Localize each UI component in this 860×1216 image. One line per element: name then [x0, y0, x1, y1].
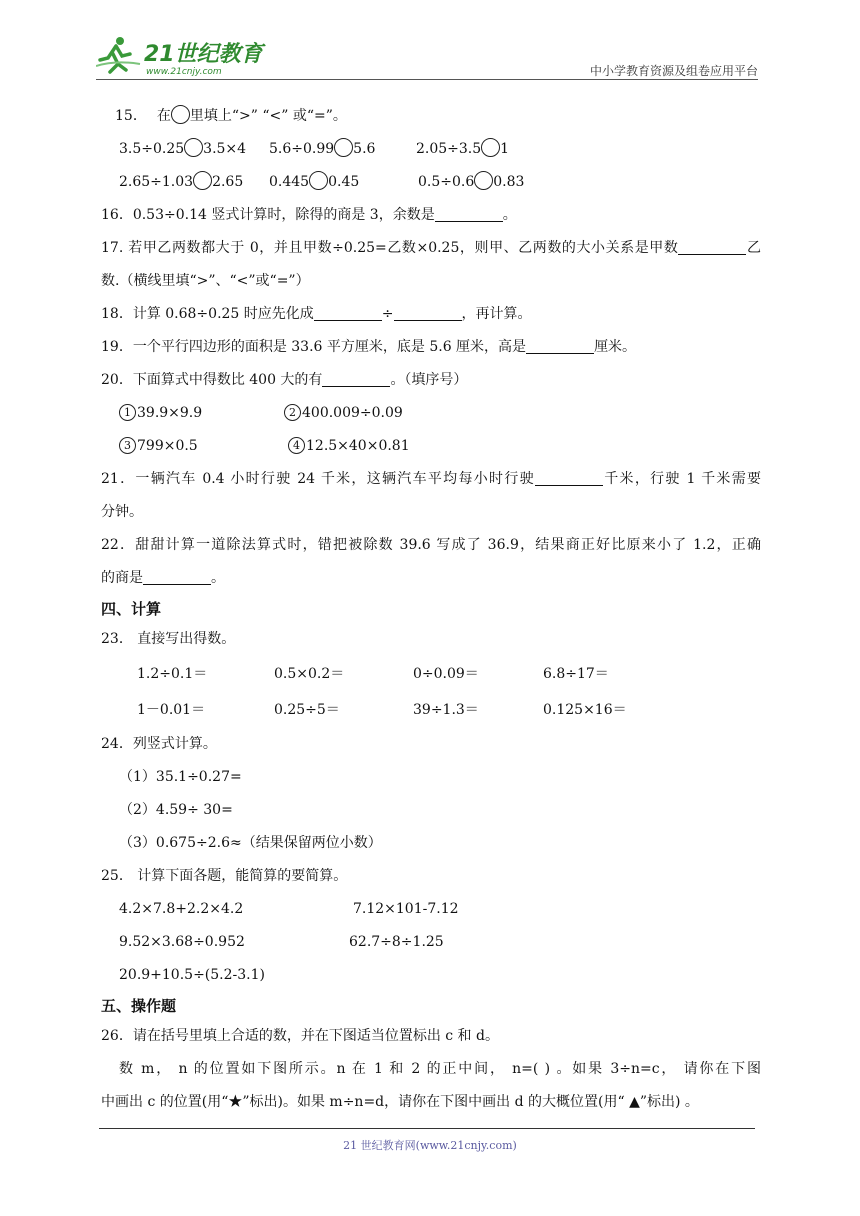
q26-line1: 数 m， n 的位置如下图所示。n 在 1 和 2 的正中间， n=( ) 。如果 3÷n=c， 请你在下图 — [119, 1061, 761, 1077]
compare-circle[interactable] — [481, 138, 500, 157]
option-1: 1 39.9×9.9 — [119, 397, 202, 430]
q23-row2: 1－0.01＝ 0.25÷5＝ 39÷1.3＝ 0.125×16＝ — [137, 702, 627, 718]
q25-row1: 4.2×7.8+2.2×4.2 7.12×101-7.12 — [119, 901, 459, 917]
q26-title: 26．请在括号里填上合适的数，并在下图适当位置标出 c 和 d。 — [101, 1028, 499, 1044]
q23-row1: 1.2÷0.1＝ 0.5×0.2＝ 0÷0.09＝ 6.8÷17＝ — [137, 666, 609, 682]
svg-text:21世纪教育: 21世纪教育 — [144, 42, 263, 67]
answer-blank[interactable] — [143, 568, 211, 585]
q26-line2: 中画出 c 的位置(用“★”标出)。如果 m÷n=d，请你在下图中画出 d 的大概位置(用“ ▲”标出) 。 — [101, 1094, 699, 1110]
q25-row3: 20.9+10.5÷(5.2-3.1) — [119, 967, 265, 983]
q20-options-row2 — [101, 430, 765, 463]
header-divider — [96, 79, 758, 80]
q17-line2: 数.（横线里填“>”、“<”或“=”） — [101, 273, 310, 289]
compare-circle[interactable] — [334, 138, 353, 157]
running-man-icon — [96, 37, 140, 72]
q24-item-2: （2）4.59÷ 30= — [119, 802, 233, 818]
svg-text:www.21cnjy.com: www.21cnjy.com — [146, 67, 222, 76]
q16: 16．0.53÷0.14 竖式计算时，除得的商是 3，余数是 。 — [101, 207, 517, 223]
answer-blank[interactable] — [322, 370, 390, 387]
q17-line1: 17. 若甲乙两数都大于 0，并且甲数÷0.25=乙数×0.25，则甲、乙两数的大小关系是甲数 乙 — [101, 240, 762, 256]
section-heading-5: 五、操作题 — [101, 997, 177, 1015]
q15-row1: 3.5÷0.25 3.5×4 5.6÷0.99 5.6 2.05÷3.5 1 — [101, 133, 765, 166]
compare-circle[interactable] — [193, 171, 212, 190]
q15-prompt: 15． 在 里填上“>” “<” 或“=”。 — [101, 100, 765, 133]
q24-item-1: （1）35.1÷0.27= — [119, 769, 242, 785]
compare-circle[interactable] — [474, 171, 493, 190]
option-3: 3 799×0.5 — [119, 430, 198, 463]
q22-line2: 的商是 。 — [101, 570, 225, 586]
q18: 18．计算 0.68÷0.25 时应先化成 ÷ ，再计算。 — [101, 306, 532, 322]
option-4: 4 12.5×40×0.81 — [288, 430, 410, 463]
compare-circle[interactable] — [171, 105, 190, 124]
q24-title: 24．列竖式计算。 — [101, 736, 217, 752]
q15-row2: 2.65÷1.03 2.65 0.445 0.45 0.5÷0.6 0.83 — [101, 166, 765, 199]
option-2: 2 400.009÷0.09 — [284, 397, 403, 430]
header-platform-text: 中小学教育资源及组卷应用平台 — [589, 64, 758, 78]
q22-line1: 22．甜甜计算一道除法算式时，错把被除数 39.6 写成了 36.9，结果商正好比原来小了 1.2，正确 — [101, 537, 761, 553]
footer-divider — [99, 1128, 755, 1129]
q25-row2: 9.52×3.68÷0.952 62.7÷8÷1.25 — [119, 934, 444, 950]
compare-circle[interactable] — [309, 171, 328, 190]
answer-blank[interactable] — [678, 238, 746, 255]
q20: 20．下面算式中得数比 400 大的有 。（填序号） — [101, 372, 468, 388]
q21-line2: 分钟。 — [101, 504, 143, 520]
q21-line1: 21．一辆汽车 0.4 小时行驶 24 千米，这辆汽车平均每小时行驶 千米，行驶 1 千米需要 — [101, 471, 761, 487]
question-content — [101, 100, 765, 1119]
answer-blank[interactable] — [394, 304, 462, 321]
q25-title: 25． 计算下面各题，能简算的要简算。 — [101, 868, 348, 884]
answer-blank[interactable] — [535, 469, 603, 486]
q20-options-row1 — [101, 397, 765, 430]
answer-blank[interactable] — [435, 205, 503, 222]
compare-circle[interactable] — [184, 138, 203, 157]
section-heading-4: 四、计算 — [101, 600, 162, 618]
q19: 19．一个平行四边形的面积是 33.6 平方厘米，底是 5.6 厘米，高是 厘米。 — [101, 339, 637, 355]
q24-item-3: （3）0.675÷2.6≈（结果保留两位小数） — [119, 835, 382, 851]
q23-title: 23． 直接写出得数。 — [101, 631, 236, 647]
page-header — [96, 30, 758, 80]
logo — [96, 34, 296, 76]
page-footer: 21 世纪教育网(www.21cnjy.com) — [343, 1139, 517, 1152]
answer-blank[interactable] — [314, 304, 382, 321]
answer-blank[interactable] — [526, 337, 594, 354]
